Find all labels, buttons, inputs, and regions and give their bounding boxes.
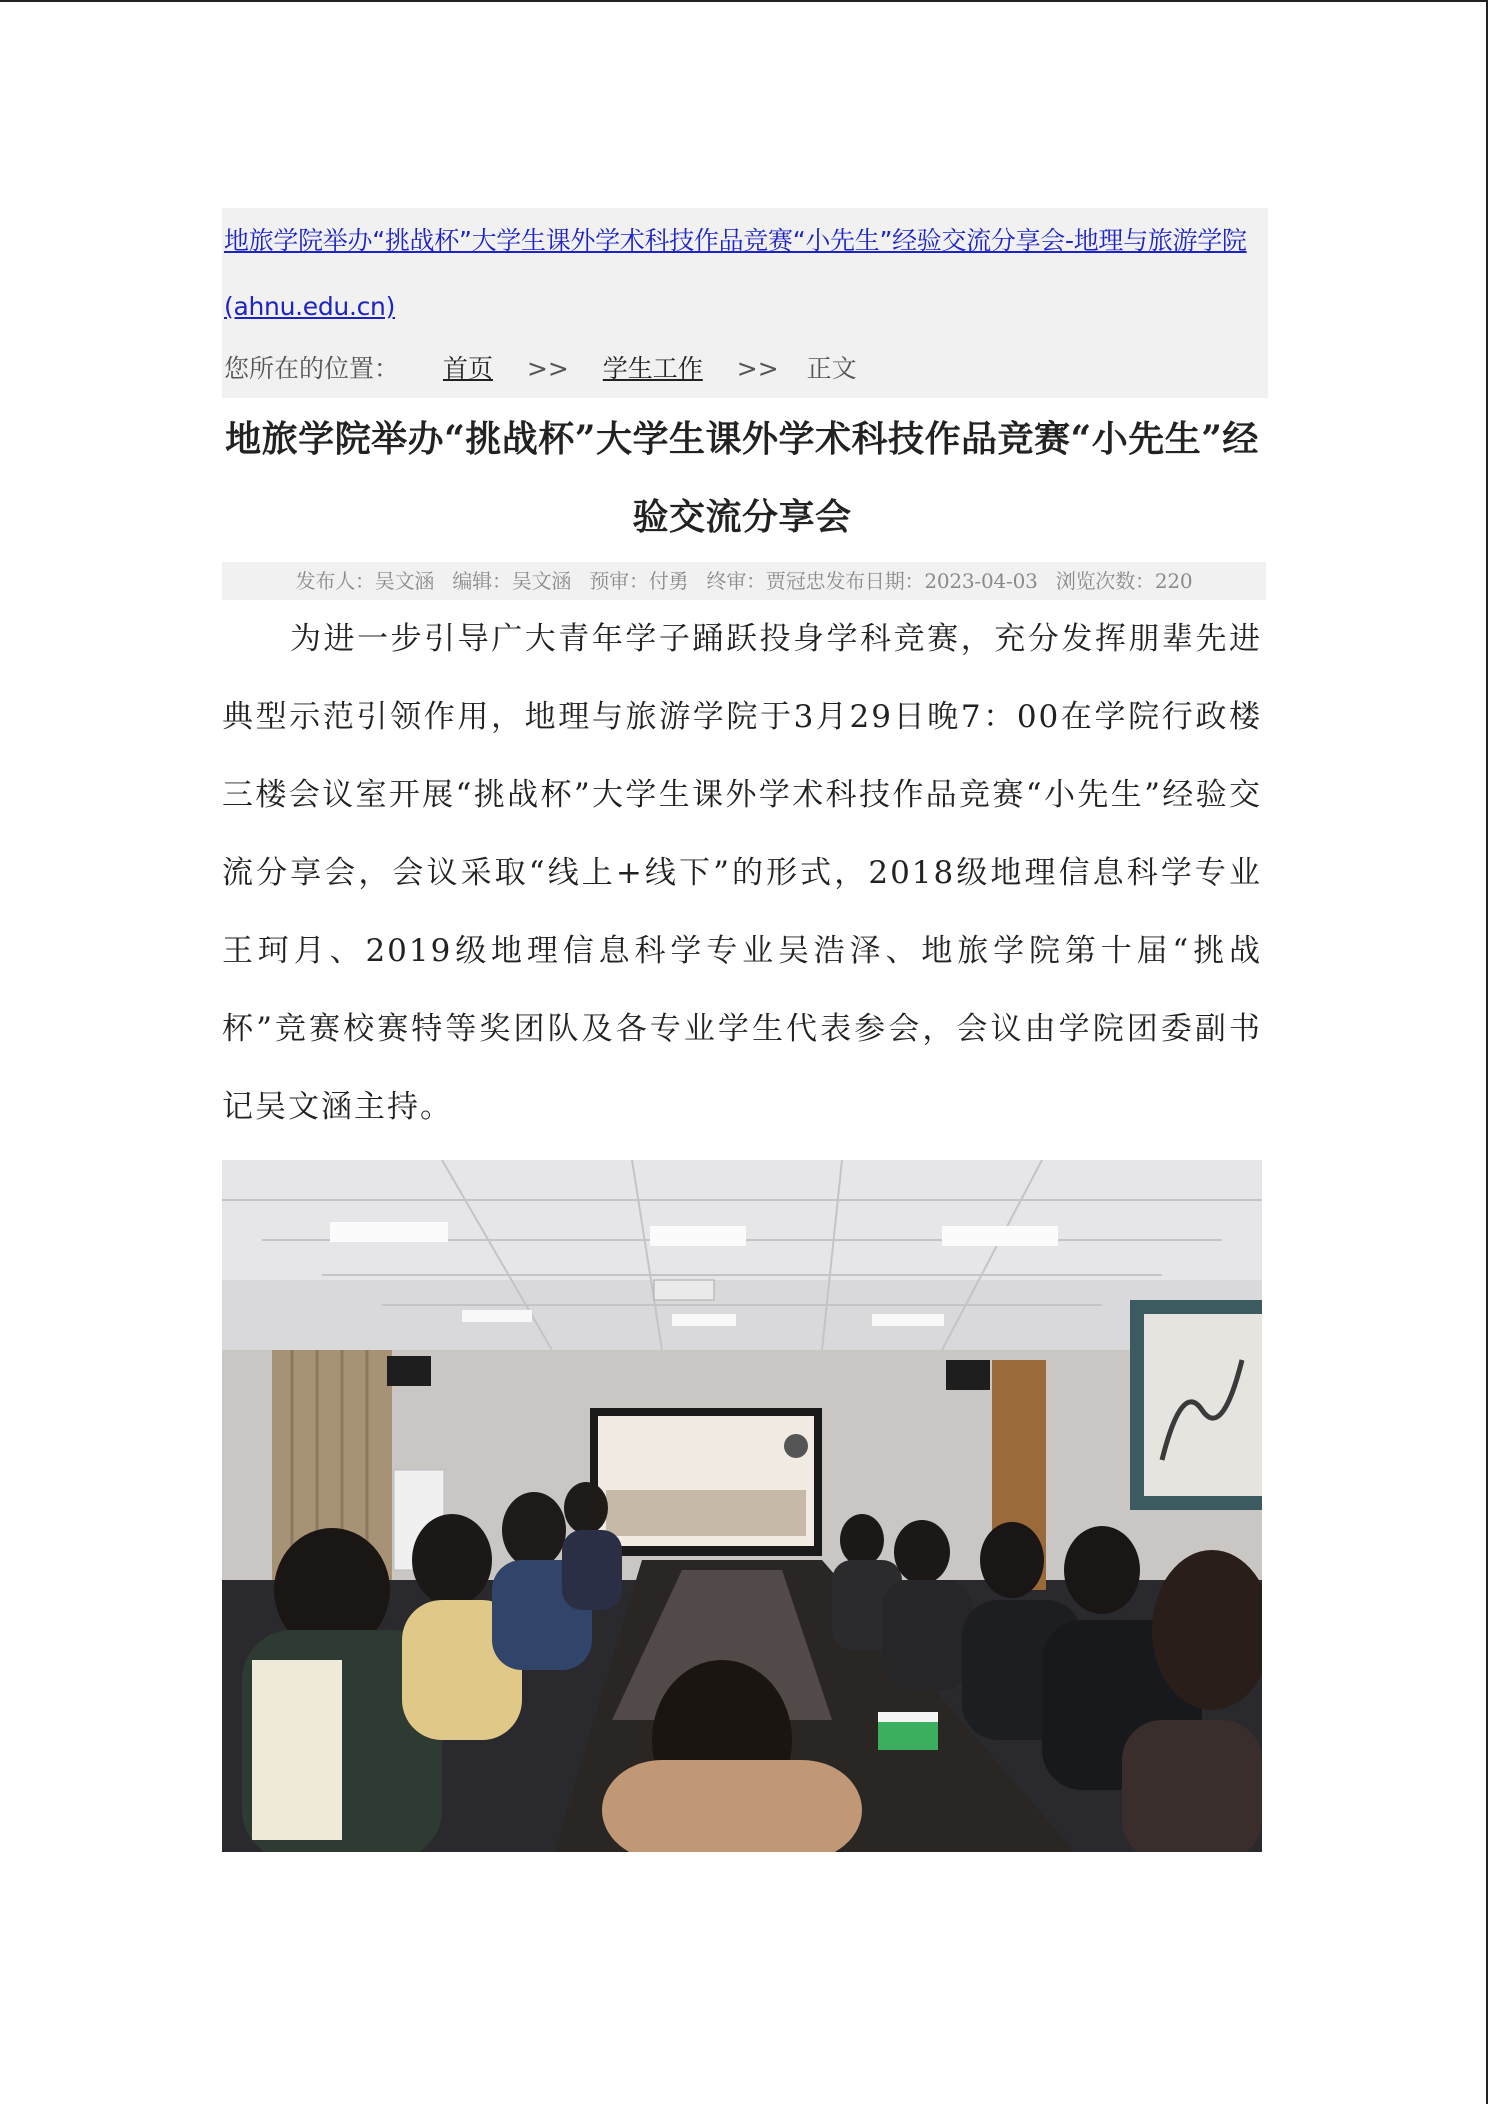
- breadcrumb-prefix: 您所在的位置：: [224, 354, 400, 383]
- breadcrumb-separator: >>: [526, 354, 569, 383]
- article-paragraph: 为进一步引导广大青年学子踊跃投身学科竞赛，充分发挥朋辈先进典型示范引领作用，地理与旅游学院于3月29日晚7：00在学院行政楼三楼会议室开展“挑战杯”大学生课外学术科技作品竞赛“小先生”经验交流分享会，会议采取“线上+线下”的形式，2018级地理信息科学专业王珂月、2019级地理信息科学专业吴浩泽、地旅学院第十届“挑战杯”竞赛校赛特等奖团队及各专业学生代表参会，会议由学院团委副书记吴文涵主持。: [222, 621, 1262, 1125]
- meta-publisher: 发布人：吴文涵: [295, 569, 435, 593]
- article-title: 地旅学院举办“挑战杯”大学生课外学术科技作品竞赛“小先生”经验交流分享会: [225, 418, 1259, 538]
- breadcrumb-home-link[interactable]: 首页: [442, 354, 493, 383]
- top-border: [0, 0, 1488, 2]
- document-page: [222, 208, 1262, 1852]
- meta-prereview: 预审：付勇: [589, 569, 689, 593]
- meta-final-review-date: 终审：贾冠忠发布日期：2023-04-03: [706, 569, 1038, 593]
- article-meta: [222, 562, 1266, 600]
- meta-editor: 编辑：吴文涵: [452, 569, 572, 593]
- breadcrumb-separator: >>: [736, 354, 779, 383]
- breadcrumb-current: 正文: [806, 354, 857, 383]
- source-link[interactable]: 地旅学院举办“挑战杯”大学生课外学术科技作品竞赛“小先生”经验交流分享会-地理与旅游学院 (ahnu.edu.cn): [224, 226, 1247, 321]
- meta-views: 浏览次数：220: [1055, 569, 1193, 593]
- breadcrumb: [224, 340, 1268, 396]
- breadcrumb-section-link[interactable]: 学生工作: [602, 354, 703, 383]
- meeting-photo: [222, 1160, 1262, 1852]
- source-header: [222, 208, 1268, 398]
